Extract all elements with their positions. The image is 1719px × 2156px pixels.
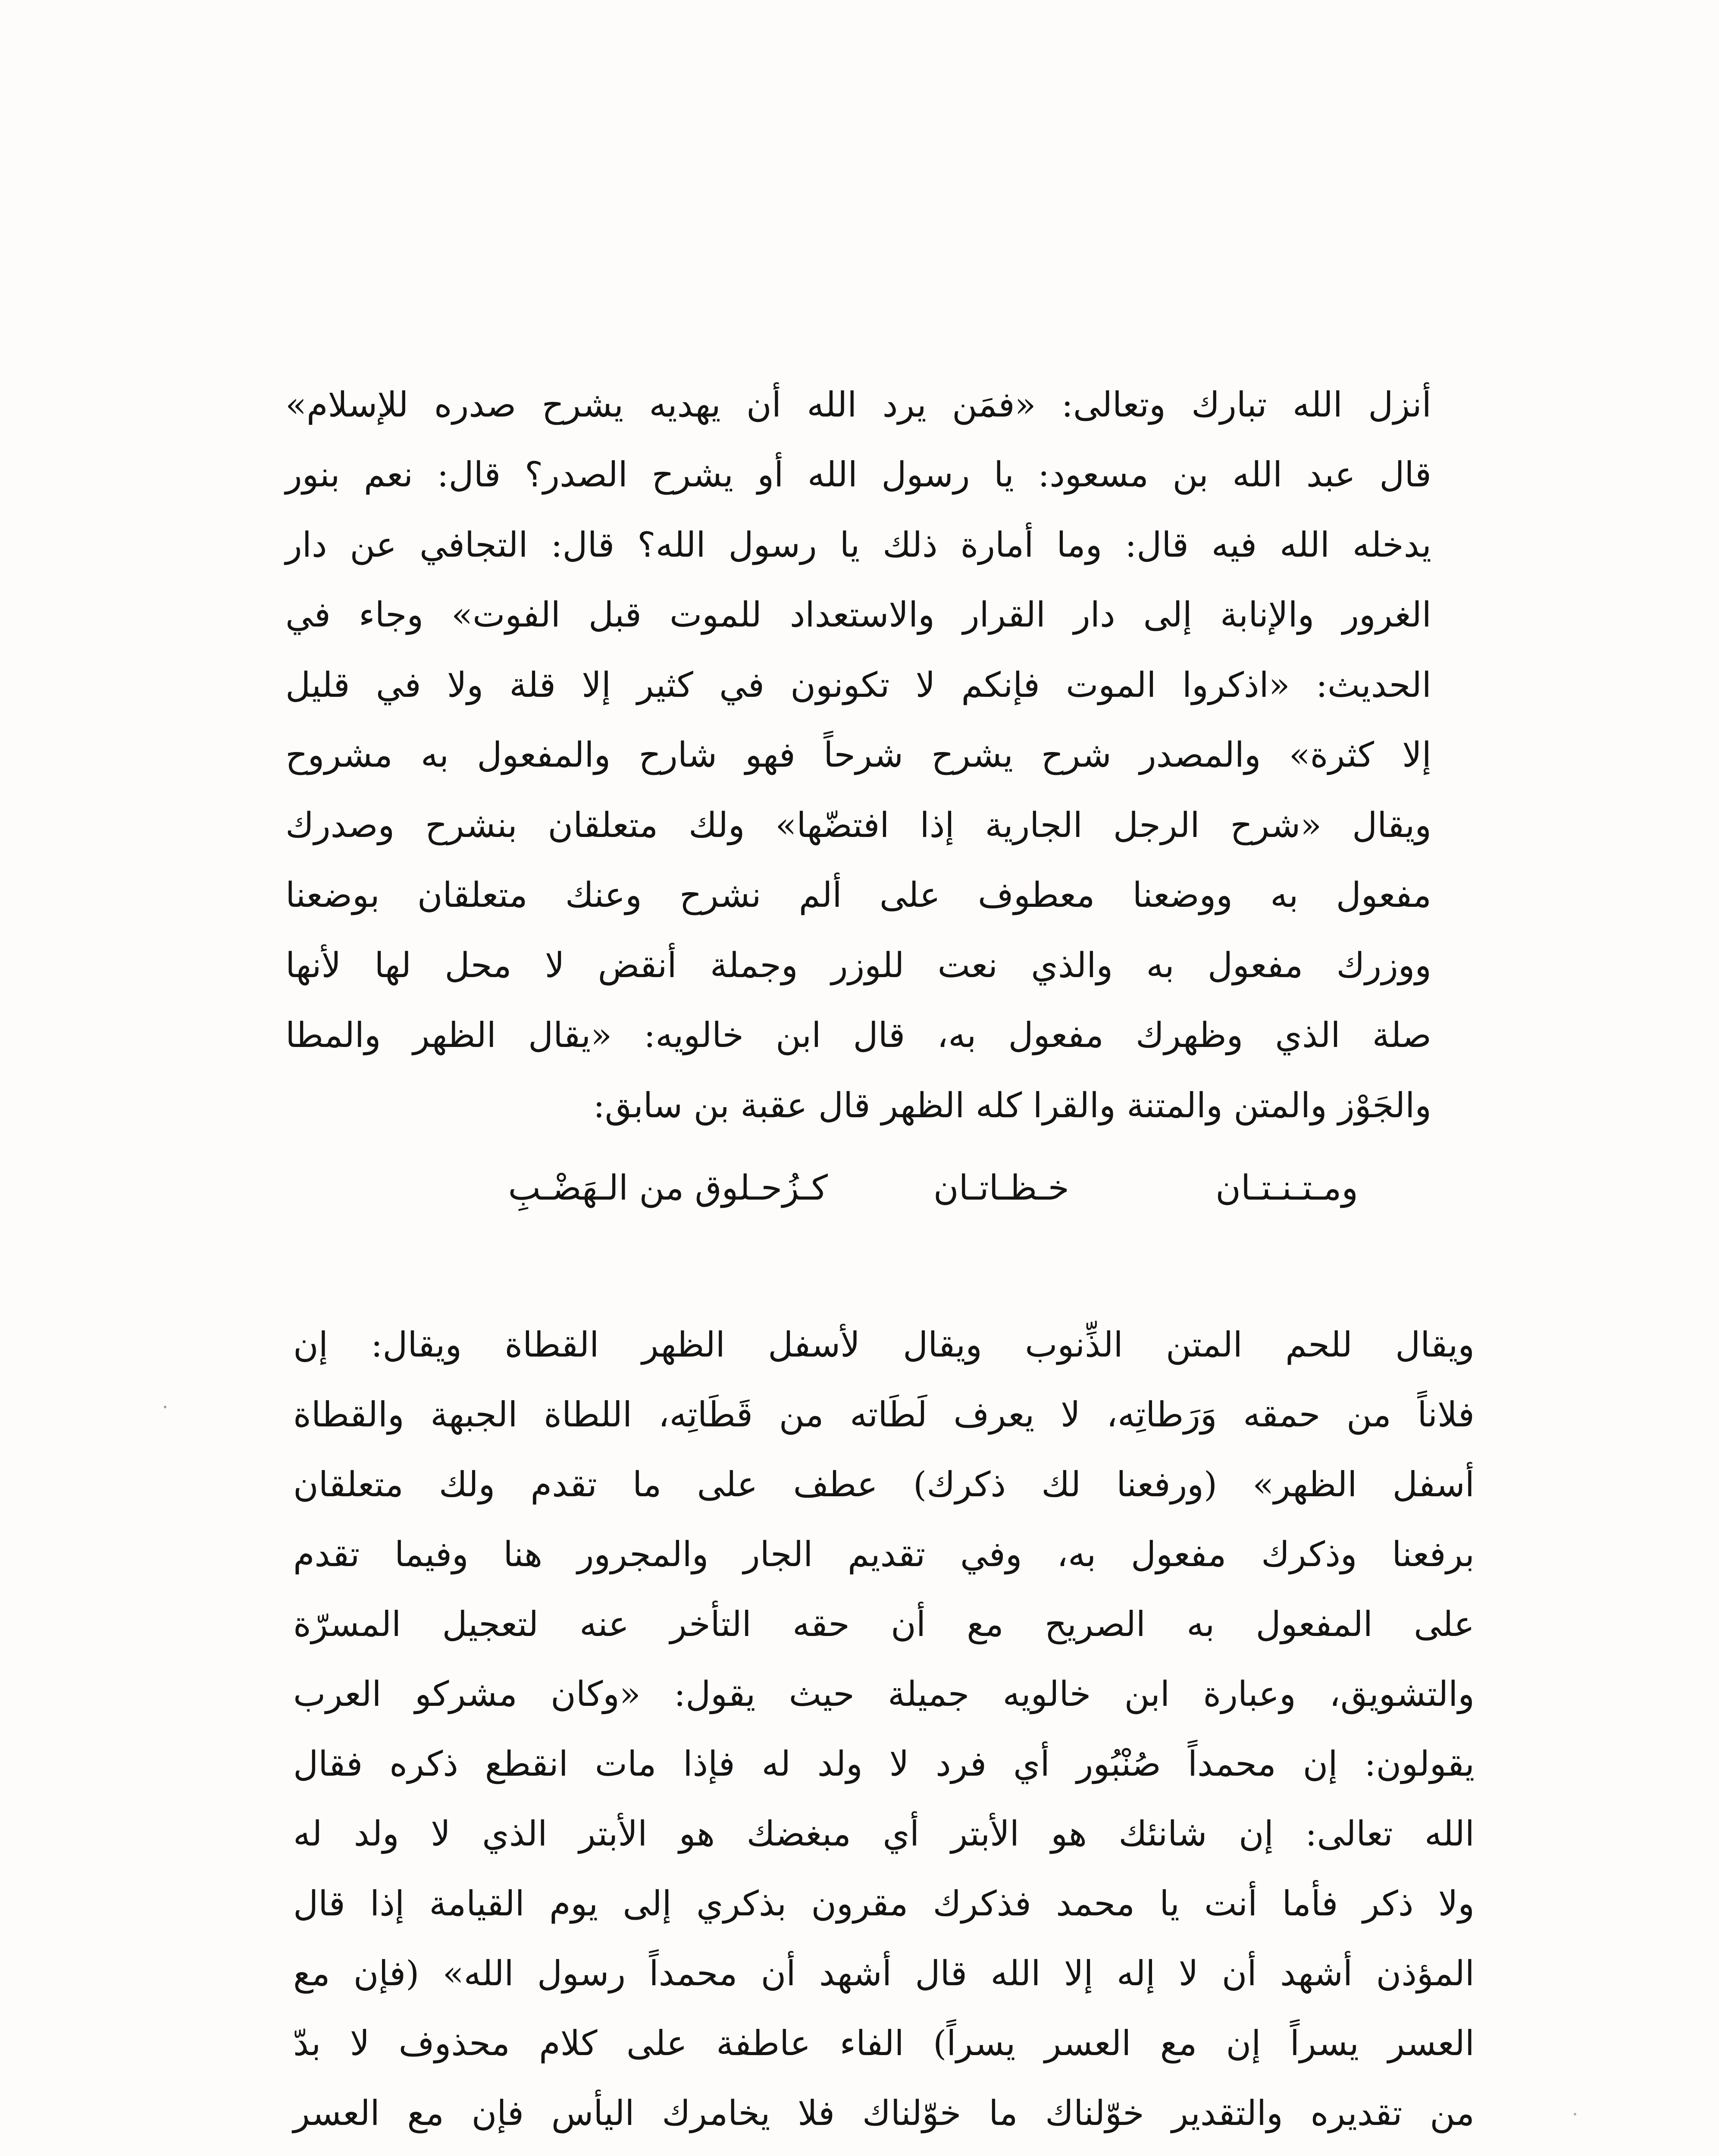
- text-line: يقولون: إن محمداً صُنْبُور أي فرد لا ولد له فإذا مات انقطع ذكره فقال: [293, 1744, 1475, 1784]
- text-line: والجَوْز والمتن والمتنة والقرا كله الظهر قال عقبة بن سابق:: [593, 1085, 1431, 1125]
- poetry-verse: [388, 1162, 1358, 1218]
- scan-speck: [1574, 2113, 1576, 2115]
- text-line: أسفل الظهر» (ورفعنا لك ذكرك) عطف على ما تقدم ولك متعلقان: [293, 1464, 1475, 1504]
- text-line: والتشويق، وعبارة ابن خالويه جميلة حيث يقول: «وكان مشركو العرب: [293, 1674, 1475, 1714]
- text-line: مفعول به ووضعنا معطوف على ألم نشرح وعنك متعلقان بوضعنا: [285, 875, 1431, 915]
- text-line: العسر يسراً إن مع العسر يسراً) الفاء عاطفة على كلام محذوف لا بدّ: [293, 2023, 1475, 2063]
- text-line: الحديث: «اذكروا الموت فإنكم لا تكونون في كثير إلا قلة ولا في قليل: [285, 665, 1431, 705]
- verse-hemistich-left: كـزُحـلوق من الـهَضْـبِ: [508, 1168, 828, 1208]
- scan-speck: [164, 1406, 166, 1408]
- text-line: برفعنا وذكرك مفعول به، وفي تقديم الجار والمجرور هنا وفيما تقدم: [293, 1534, 1475, 1574]
- text-line: إلا كثرة» والمصدر شرح يشرح شرحاً فهو شارح والمفعول به مشروح: [285, 735, 1432, 775]
- text-line: ووزرك مفعول به والذي نعت للوزر وجملة أنقض لا محل لها لأنها: [285, 945, 1431, 985]
- verse-hemistich-middle: خـظـاتـان: [933, 1168, 1069, 1208]
- text-line: من تقديره والتقدير خوّلناك ما خوّلناك فلا يخامرك اليأس فإن مع العسر: [293, 2093, 1475, 2133]
- paragraph-2: [293, 1319, 1475, 2156]
- text-line: الله تعالى: إن شانئك هو الأبتر أي مبغضك هو الأبتر الذي لا ولد له: [293, 1814, 1475, 1854]
- text-line: الغرور والإنابة إلى دار القرار والاستعداد للموت قبل الفوت» وجاء في: [285, 595, 1432, 635]
- text-line: على المفعول به الصريح مع أن حقه التأخر عنه لتعجيل المسرّة: [293, 1604, 1475, 1644]
- text-line: ويقال «شرح الرجل الجارية إذا افتضّها» ولك متعلقان بنشرح وصدرك: [285, 805, 1431, 845]
- text-line: يدخله الله فيه قال: وما أمارة ذلك يا رسول الله؟ قال: التجافي عن دار: [285, 525, 1431, 565]
- text-line: فلاناً من حمقه وَرَطاتِه، لا يعرف لَطَاته من قَطَاتِه، اللطاة الجبهة والقطاة: [293, 1395, 1475, 1435]
- text-line: ولا ذكر فأما أنت يا محمد فذكرك مقرون بذكري إلى يوم القيامة إذا قال: [293, 1883, 1475, 1924]
- text-line: صلة الذي وظهرك مفعول به، قال ابن خالويه: «يقال الظهر والمطا: [285, 1015, 1432, 1055]
- text-line: المؤذن أشهد أن لا إله إلا الله قال أشهد أن محمداً رسول الله» (فإن مع: [293, 1953, 1475, 1993]
- text-line: ويقال للحم المتن الذِّنوب ويقال لأسفل الظهر القطاة ويقال: إن: [293, 1325, 1475, 1365]
- text-line: قال عبد الله بن مسعود: يا رسول الله أو يشرح الصدر؟ قال: نعم بنور: [285, 454, 1431, 495]
- paragraph-1: [285, 379, 1431, 1199]
- text-line: أنزل الله تبارك وتعالى: «فمَن يرد الله أن يهديه يشرح صدره للإسلام»: [285, 385, 1431, 425]
- verse-hemistich-right: ومـتـنـتـان: [1215, 1168, 1358, 1208]
